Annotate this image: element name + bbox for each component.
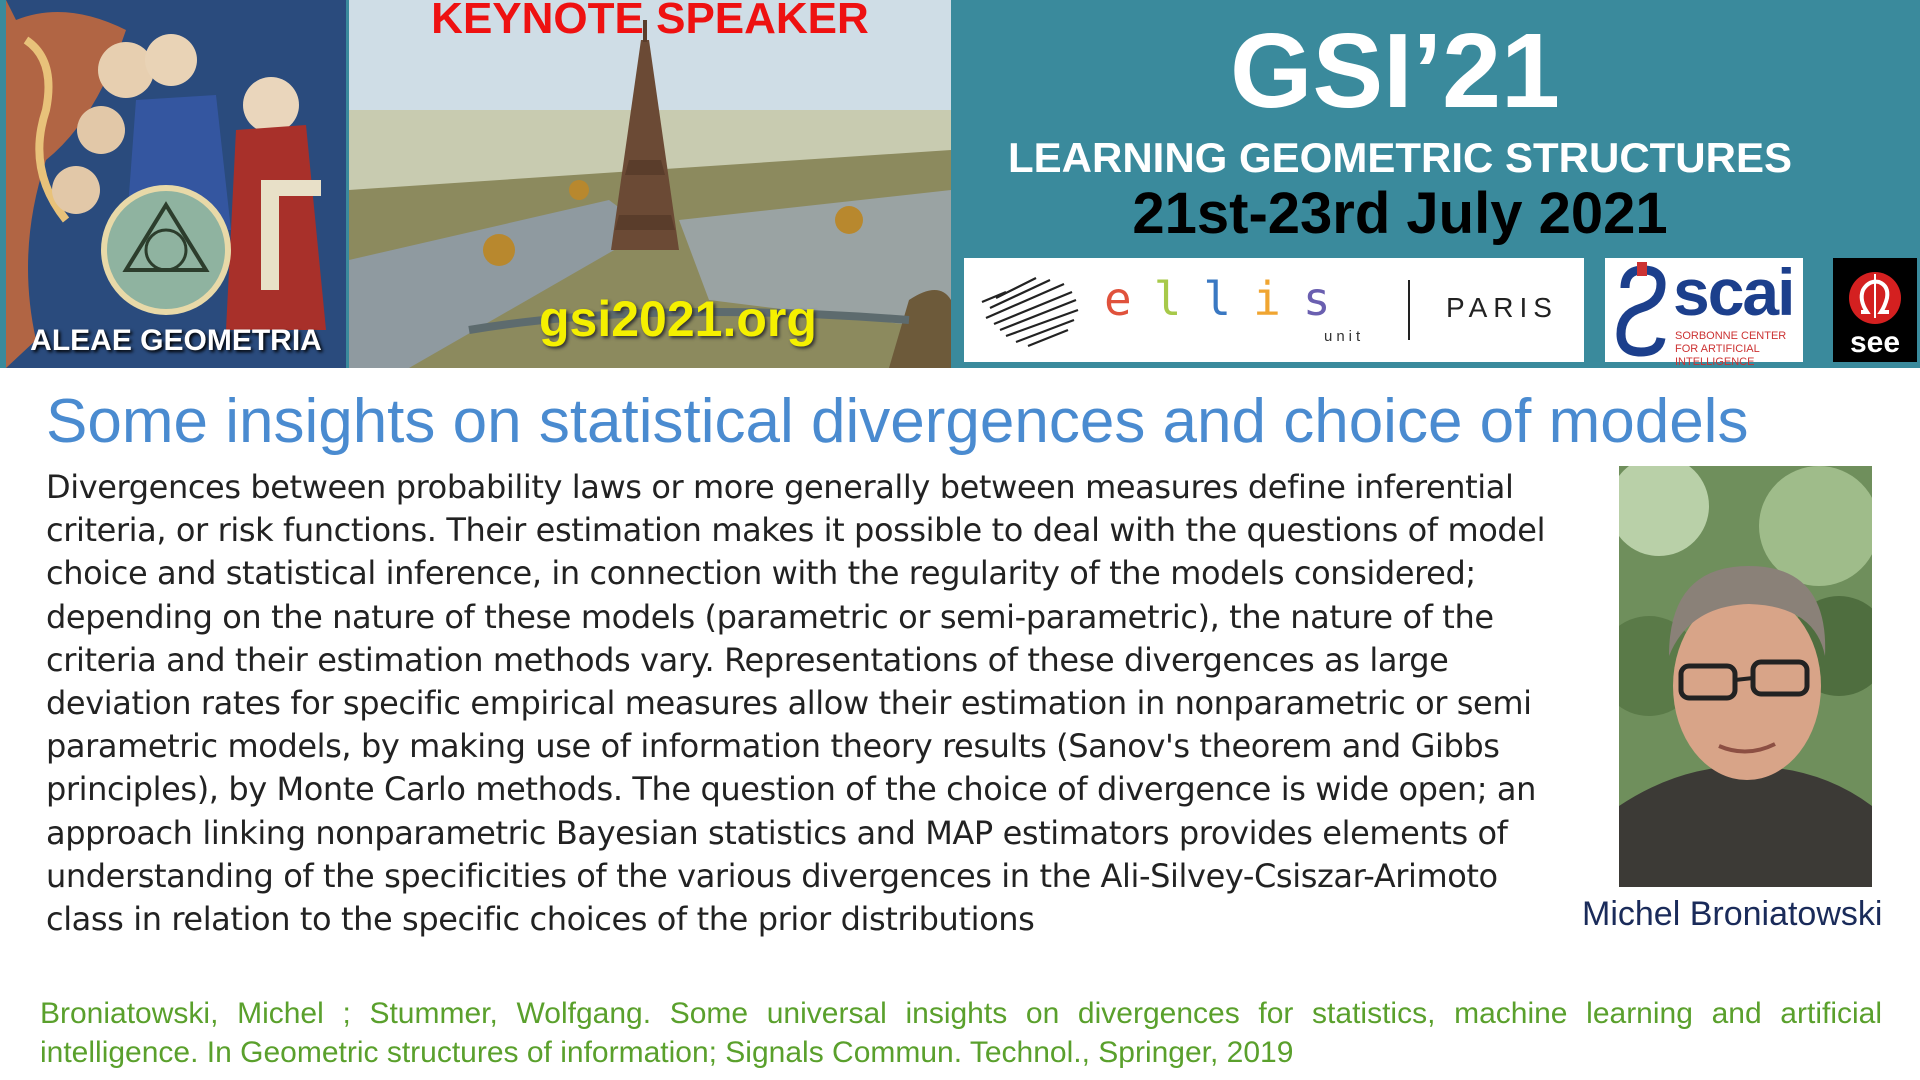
europe-map-icon	[976, 258, 1086, 362]
see-wordmark: see	[1849, 326, 1901, 359]
speaker-photo	[1619, 466, 1872, 887]
talk-abstract: Divergences between probability laws or more generally between measures define inferential criteria, or risk functions. Their estimation makes it possible to deal with the questions of model choice and statistical inference, in connection with the regularity of the models considered; depending on the nature of these models (parametric or semi-parametric), the nature of the criteria and their estimation methods vary. Representations of these divergences as large deviation rates for specific empirical measures allow their estimation in nonparametric or semi parametric models, by making use of information theory results (Sanov's theorem and Gibbs principles), by Monte Carlo methods. The question of the choice of divergence is wide open; an approach linking nonparametric Bayesian statistics and MAP estimators provides elements of understanding of the specificities of the various divergences in the Ali-Silvey-Csiszar-Arimoto class in relation to the specific choices of the prior distributions	[46, 468, 1546, 939]
aleae-geometria-caption: ALEAE GEOMETRIA	[30, 324, 322, 357]
conference-subtitle: LEARNING GEOMETRIC STRUCTURES	[1007, 134, 1792, 181]
ellis-divider	[1408, 280, 1410, 340]
ellis-paris-logo	[964, 258, 1584, 362]
ellis-letter: l	[1153, 272, 1204, 326]
keynote-speaker-label: KEYNOTE SPEAKER	[431, 0, 869, 43]
sorbonne-s-icon	[1609, 258, 1673, 362]
scai-wordmark: scai	[1673, 255, 1794, 329]
ellis-wordmark	[1104, 272, 1353, 326]
see-logo	[1833, 258, 1917, 362]
banner	[0, 0, 1920, 368]
ellis-letter: i	[1253, 272, 1303, 326]
ellis-letter: e	[1104, 272, 1154, 326]
ellis-letter: l	[1203, 272, 1254, 326]
conference-title: GSI’21	[1230, 12, 1560, 130]
publication-reference: Broniatowski, Michel ; Stummer, Wolfgang. Some universal insights on divergences for statistics, machine learning and artificial intelligence. In Geometric structures of information; Signals Commun. Technol., Springer, 2019	[40, 997, 1882, 1069]
talk-title: Some insights on statistical divergences and choice of models	[46, 387, 1749, 456]
speaker-portrait	[1619, 466, 1872, 887]
omega-usb-icon	[1833, 260, 1917, 330]
aleae-geometria-illustration	[6, 0, 346, 368]
scai-subtitle: SORBONNE CENTER FOR ARTIFICIAL INTELLIGENCE	[1675, 330, 1787, 368]
ellis-letter: s	[1302, 272, 1353, 326]
scai-logo	[1605, 255, 1803, 368]
website-label: gsi2021.org	[539, 291, 817, 347]
conference-dates: 21st-23rd July 2021	[1132, 181, 1668, 246]
speaker-name: Michel Broniatowski	[1582, 895, 1883, 933]
ellis-city-label: PARIS	[1446, 292, 1558, 323]
eiffel-tower-exposition-illustration	[349, 0, 951, 368]
ellis-unit-label: unit	[1324, 328, 1365, 345]
medieval-manuscript-illustration	[6, 0, 346, 368]
